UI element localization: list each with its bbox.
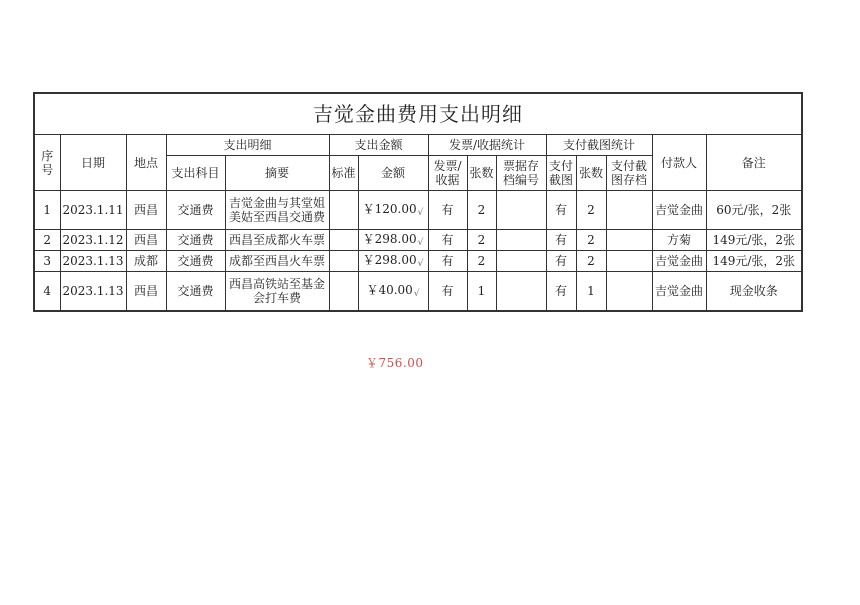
cell-subject: 交通费 (166, 230, 225, 251)
cell-sheets: 2 (467, 191, 496, 230)
cell-receipt-no (496, 230, 546, 251)
header-payer: 付款人 (652, 135, 706, 191)
cell-date: 2023.1.11 (60, 191, 126, 230)
cell-remark: 现金收条 (706, 272, 802, 312)
check-mark: √ (413, 289, 420, 299)
cell-pay-archive (606, 191, 652, 230)
cell-summary: 成都至西昌火车票 (225, 251, 329, 272)
cell-pay-shot: 有 (546, 251, 576, 272)
cell-place: 西昌 (126, 230, 166, 251)
cell-pay-sheets: 2 (576, 191, 606, 230)
cell-amount (358, 251, 428, 272)
header-seq: 序号 (34, 135, 60, 191)
header-standard: 标准 (329, 156, 358, 191)
header-detail-group: 支出明细 (166, 135, 329, 156)
cell-pay-sheets: 1 (576, 272, 606, 312)
cell-sheets: 1 (467, 272, 496, 312)
cell-place: 成都 (126, 251, 166, 272)
header-invoice: 发票/收据 (428, 156, 467, 191)
table-row (34, 272, 802, 312)
amount-value: ￥120.00 (362, 202, 417, 216)
cell-sheets: 2 (467, 251, 496, 272)
check-mark: √ (417, 238, 424, 248)
cell-receipt-no (496, 251, 546, 272)
cell-payer: 吉觉金曲 (652, 251, 706, 272)
header-place: 地点 (126, 135, 166, 191)
header-sheets: 张数 (467, 156, 496, 191)
header-amount-group: 支出金额 (329, 135, 428, 156)
table-row (34, 230, 802, 251)
expense-table (33, 92, 803, 312)
cell-standard (329, 230, 358, 251)
cell-date: 2023.1.13 (60, 272, 126, 312)
total-amount: ￥756.00 (366, 356, 424, 370)
amount-value: ￥298.00 (362, 253, 417, 267)
cell-pay-archive (606, 272, 652, 312)
cell-invoice: 有 (428, 251, 467, 272)
header-amount: 金额 (358, 156, 428, 191)
cell-remark: 60元/张，2张 (706, 191, 802, 230)
cell-summary: 吉觉金曲与其堂姐美姑至西昌交通费 (225, 191, 329, 230)
cell-payer: 吉觉金曲 (652, 191, 706, 230)
cell-standard (329, 251, 358, 272)
cell-summary: 西昌至成都火车票 (225, 230, 329, 251)
header-receipt-no: 票据存档编号 (496, 156, 546, 191)
cell-pay-archive (606, 230, 652, 251)
header-pay-group: 支付截图统计 (546, 135, 652, 156)
cell-pay-shot: 有 (546, 191, 576, 230)
header-remark: 备注 (706, 135, 802, 191)
cell-amount (358, 230, 428, 251)
table-row (34, 251, 802, 272)
cell-amount (358, 191, 428, 230)
cell-seq: 3 (34, 251, 60, 272)
cell-pay-shot: 有 (546, 230, 576, 251)
cell-sheets: 2 (467, 230, 496, 251)
cell-place: 西昌 (126, 191, 166, 230)
cell-invoice: 有 (428, 272, 467, 312)
cell-seq: 4 (34, 272, 60, 312)
header-pay-sheets: 张数 (576, 156, 606, 191)
cell-subject: 交通费 (166, 251, 225, 272)
cell-pay-sheets: 2 (576, 230, 606, 251)
check-mark: √ (417, 259, 424, 269)
header-invoice-group: 发票/收据统计 (428, 135, 546, 156)
cell-remark: 149元/张，2张 (706, 251, 802, 272)
cell-amount (358, 272, 428, 312)
cell-standard (329, 272, 358, 312)
sheet-title: 吉觉金曲费用支出明细 (34, 93, 802, 135)
header-summary: 摘要 (225, 156, 329, 191)
header-pay-archive: 支付截图存档 (606, 156, 652, 191)
amount-value: ￥298.00 (362, 232, 417, 246)
cell-pay-sheets: 2 (576, 251, 606, 272)
cell-invoice: 有 (428, 230, 467, 251)
cell-seq: 1 (34, 191, 60, 230)
header-pay-shot: 支付截图 (546, 156, 576, 191)
cell-pay-archive (606, 251, 652, 272)
cell-invoice: 有 (428, 191, 467, 230)
header-subject: 支出科目 (166, 156, 225, 191)
cell-summary: 西昌高铁站至基金会打车费 (225, 272, 329, 312)
cell-subject: 交通费 (166, 191, 225, 230)
cell-payer: 方菊 (652, 230, 706, 251)
cell-seq: 2 (34, 230, 60, 251)
check-mark: √ (417, 208, 424, 218)
cell-pay-shot: 有 (546, 272, 576, 312)
cell-place: 西昌 (126, 272, 166, 312)
cell-date: 2023.1.13 (60, 251, 126, 272)
header-date: 日期 (60, 135, 126, 191)
cell-payer: 吉觉金曲 (652, 272, 706, 312)
expense-sheet (33, 92, 801, 312)
cell-receipt-no (496, 191, 546, 230)
cell-standard (329, 191, 358, 230)
cell-remark: 149元/张，2张 (706, 230, 802, 251)
amount-value: ￥40.00 (366, 283, 413, 297)
cell-receipt-no (496, 272, 546, 312)
table-row (34, 191, 802, 230)
cell-date: 2023.1.12 (60, 230, 126, 251)
cell-subject: 交通费 (166, 272, 225, 312)
